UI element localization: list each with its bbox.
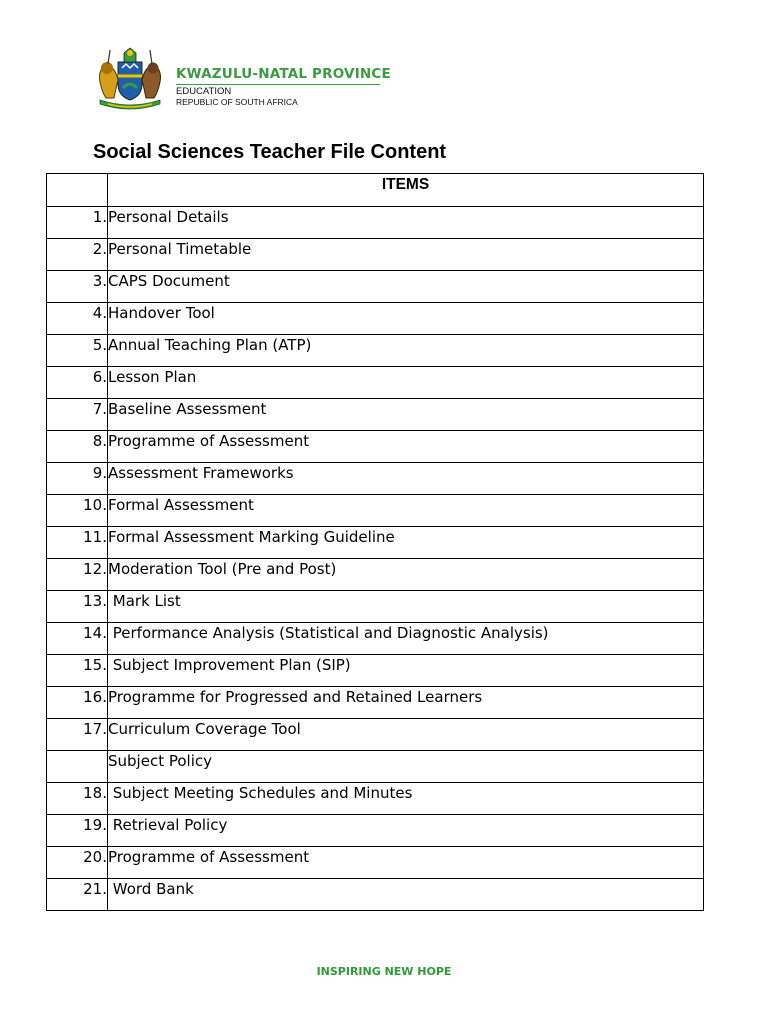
letterhead: [92, 44, 392, 114]
table-row: [47, 879, 704, 911]
table-row: [47, 239, 704, 271]
row-item: Baseline Assessment: [108, 399, 704, 431]
document-title: Social Sciences Teacher File Content: [93, 141, 447, 163]
row-number: 11.: [47, 527, 108, 559]
table-row: [47, 815, 704, 847]
row-number: 16.: [47, 687, 108, 719]
row-item: Assessment Frameworks: [108, 463, 704, 495]
row-item: Programme of Assessment: [108, 431, 704, 463]
row-number: 21.: [47, 879, 108, 911]
row-item: Personal Details: [108, 207, 704, 239]
items-table: [46, 173, 704, 911]
row-number: 20.: [47, 847, 108, 879]
table-header-row: [47, 174, 704, 207]
table-row: [47, 719, 704, 751]
table-row: [47, 335, 704, 367]
row-item: Word Bank: [108, 879, 704, 911]
row-number: 7.: [47, 399, 108, 431]
table-row: [47, 495, 704, 527]
org-identity: [176, 66, 391, 107]
row-item: Subject Policy: [108, 751, 704, 783]
row-number: 19.: [47, 815, 108, 847]
row-item: Retrieval Policy: [108, 815, 704, 847]
row-item: Personal Timetable: [108, 239, 704, 271]
table-row: [47, 303, 704, 335]
table-row: [47, 431, 704, 463]
row-number: 4.: [47, 303, 108, 335]
row-number: 6.: [47, 367, 108, 399]
table-row: [47, 751, 704, 783]
row-item: Subject Meeting Schedules and Minutes: [108, 783, 704, 815]
table-row: [47, 271, 704, 303]
table-row: [47, 207, 704, 239]
row-item: Performance Analysis (Statistical and Diagnostic Analysis): [108, 623, 704, 655]
table-row: [47, 623, 704, 655]
table-row: [47, 367, 704, 399]
row-number: 2.: [47, 239, 108, 271]
table-row: [47, 399, 704, 431]
row-item: Handover Tool: [108, 303, 704, 335]
country-name: REPUBLIC OF SOUTH AFRICA: [176, 97, 298, 107]
org-name: KWAZULU-NATAL PROVINCE: [176, 66, 391, 82]
table-row: [47, 463, 704, 495]
department-name: EDUCATION: [176, 86, 232, 97]
row-number: [47, 751, 108, 783]
table-row: [47, 847, 704, 879]
row-item: Curriculum Coverage Tool: [108, 719, 704, 751]
coat-of-arms-icon: [92, 44, 168, 114]
column-header-number: [47, 174, 108, 207]
table-row: [47, 591, 704, 623]
row-item: Formal Assessment: [108, 495, 704, 527]
row-number: 10.: [47, 495, 108, 527]
row-number: 17.: [47, 719, 108, 751]
row-item: Moderation Tool (Pre and Post): [108, 559, 704, 591]
org-divider: [176, 84, 380, 85]
row-item: Lesson Plan: [108, 367, 704, 399]
table-row: [47, 687, 704, 719]
row-number: 3.: [47, 271, 108, 303]
footer-slogan: INSPIRING NEW HOPE: [316, 965, 452, 978]
row-item: CAPS Document: [108, 271, 704, 303]
table-row: [47, 655, 704, 687]
table-row: [47, 527, 704, 559]
row-number: 8.: [47, 431, 108, 463]
row-item: Programme for Progressed and Retained Learners: [108, 687, 704, 719]
row-number: 18.: [47, 783, 108, 815]
column-header-items: ITEMS: [108, 174, 704, 207]
row-item: Subject Improvement Plan (SIP): [108, 655, 704, 687]
row-number: 13.: [47, 591, 108, 623]
row-number: 9.: [47, 463, 108, 495]
table-row: [47, 559, 704, 591]
row-number: 15.: [47, 655, 108, 687]
row-number: 14.: [47, 623, 108, 655]
row-number: 1.: [47, 207, 108, 239]
row-item: Mark List: [108, 591, 704, 623]
row-number: 12.: [47, 559, 108, 591]
row-item: Formal Assessment Marking Guideline: [108, 527, 704, 559]
table-row: [47, 783, 704, 815]
row-number: 5.: [47, 335, 108, 367]
row-item: Programme of Assessment: [108, 847, 704, 879]
row-item: Annual Teaching Plan (ATP): [108, 335, 704, 367]
